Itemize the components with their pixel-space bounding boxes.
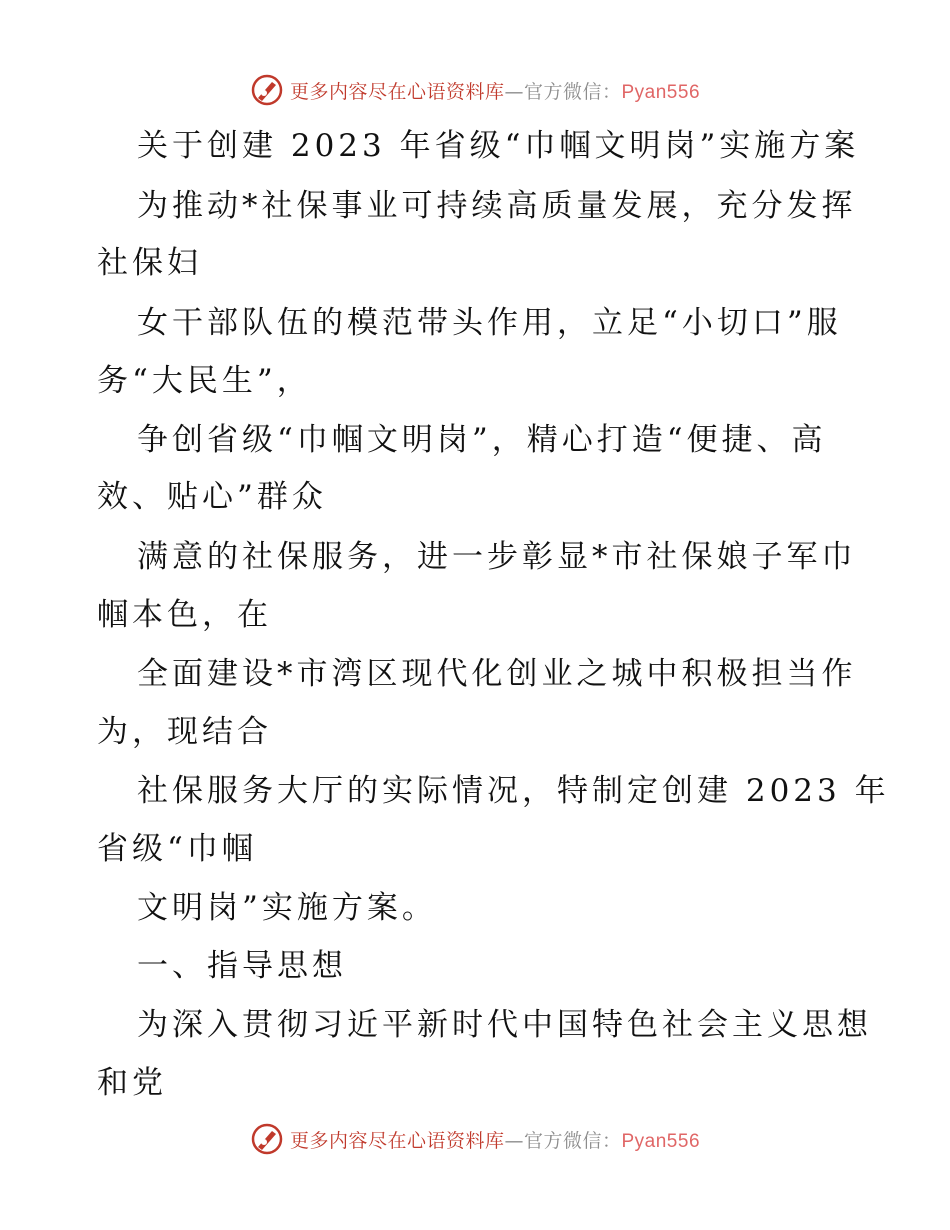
paragraph-line: 和党 bbox=[97, 1065, 167, 1101]
document-title: 关于创建 2023 年省级“巾帼文明岗”实施方案 bbox=[137, 128, 860, 164]
watermark-text: 更多内容尽在心语资料库—官方微信：Pyan556 bbox=[289, 1129, 701, 1152]
paragraph-line: 为推动*社保事业可持续高质量发展，充分发挥 bbox=[137, 188, 857, 224]
paragraph-line: 社保服务大厅的实际情况，特制定创建 2023 年 bbox=[137, 773, 890, 809]
watermark-banner-top bbox=[0, 72, 950, 108]
paragraph-line: 为，现结合 bbox=[97, 714, 272, 750]
watermark-content bbox=[250, 1122, 700, 1156]
section-heading: 一、指导思想 bbox=[137, 948, 347, 984]
paragraph-line: 务“大民生”， bbox=[97, 363, 312, 399]
paragraph-line: 文明岗”实施方案。 bbox=[137, 890, 437, 926]
watermark-banner-bottom bbox=[0, 1121, 950, 1157]
watermark-content bbox=[250, 73, 700, 107]
paragraph-line: 效、贴心”群众 bbox=[97, 479, 327, 515]
paragraph-line: 省级“巾帼 bbox=[97, 831, 257, 867]
paragraph-line: 社保妇 bbox=[97, 245, 202, 281]
paragraph-line: 满意的社保服务，进一步彰显*市社保娘子军巾 bbox=[137, 539, 857, 575]
paragraph-line: 争创省级“巾帼文明岗”，精心打造“便捷、高 bbox=[137, 422, 827, 458]
pen-circle-logo-icon bbox=[250, 73, 284, 107]
paragraph-line: 帼本色，在 bbox=[97, 597, 272, 633]
paragraph-line: 为深入贯彻习近平新时代中国特色社会主义思想 bbox=[137, 1007, 872, 1043]
paragraph-line: 全面建设*市湾区现代化创业之城中积极担当作 bbox=[137, 656, 857, 692]
pen-circle-logo-icon bbox=[250, 1122, 284, 1156]
paragraph-line: 女干部队伍的模范带头作用，立足“小切口”服 bbox=[137, 305, 842, 341]
watermark-text: 更多内容尽在心语资料库—官方微信：Pyan556 bbox=[289, 80, 701, 103]
